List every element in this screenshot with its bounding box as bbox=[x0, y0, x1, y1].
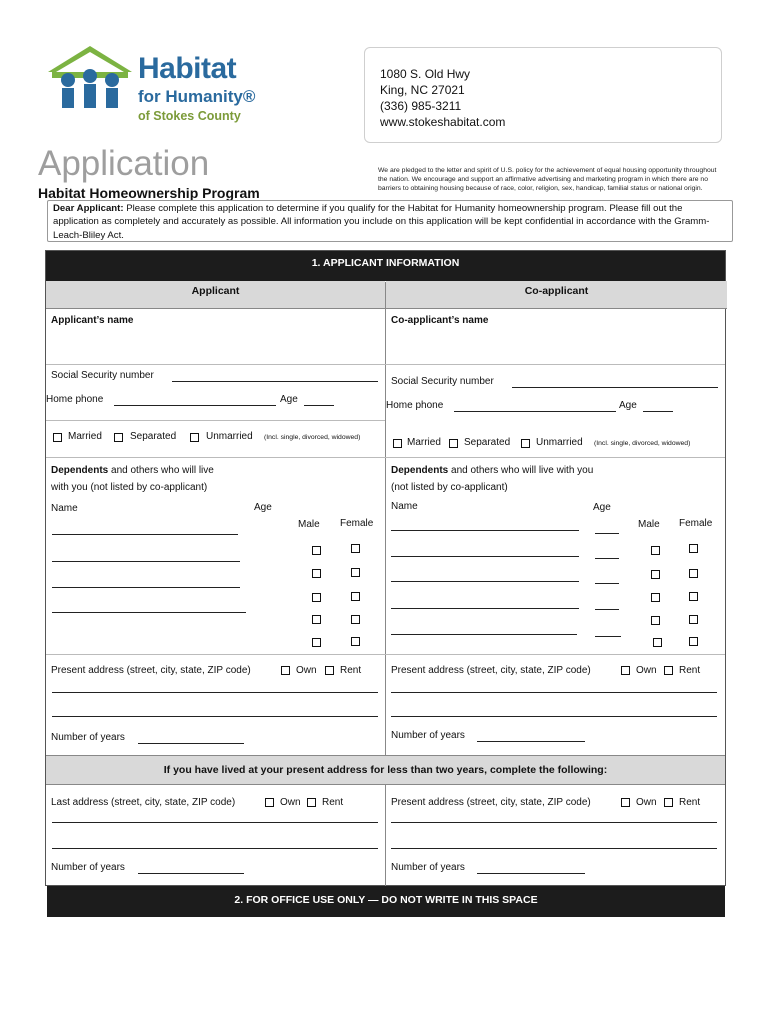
dear-text: Please complete this application to determine if you qualify for the Habitat for Humanity homeownership program. Please fill out the application as completely and accurately as possible. All information you include on this application will be kept confidential in accordance with the Gramm-Leach-Bliley Act. bbox=[53, 203, 710, 241]
habitat-logo bbox=[44, 40, 274, 130]
applicant-ssn-field[interactable] bbox=[172, 381, 378, 382]
coapplicant-dep-age-5[interactable] bbox=[595, 636, 621, 637]
page-title: Application bbox=[38, 144, 210, 183]
last-rent-checkbox[interactable] bbox=[307, 798, 316, 807]
coapplicant-dep-age-1[interactable] bbox=[595, 533, 619, 534]
co-dependents-bold: Dependents bbox=[391, 465, 449, 476]
coapplicant-name-label: Co-applicant’s name bbox=[391, 315, 489, 326]
page-subtitle: Habitat Homeownership Program bbox=[38, 185, 260, 201]
co-lower-address-line-1[interactable] bbox=[391, 822, 717, 823]
coapplicant-years-label: Number of years bbox=[391, 730, 465, 741]
coapplicant-rent-checkbox[interactable] bbox=[664, 666, 673, 675]
applicant-separated-checkbox[interactable] bbox=[114, 433, 123, 442]
address-city: King, NC 27021 bbox=[380, 83, 465, 97]
applicant-dep-female-3[interactable] bbox=[351, 592, 360, 601]
applicant-present-address-label: Present address (street, city, state, ZIP code) bbox=[51, 665, 251, 676]
co-lower-own-checkbox[interactable] bbox=[621, 798, 630, 807]
coapplicant-dep-age-4[interactable] bbox=[595, 609, 619, 610]
applicant-dep-name-header: Name bbox=[51, 503, 78, 514]
applicant-married-label: Married bbox=[68, 431, 102, 442]
coapplicant-separated-label: Separated bbox=[464, 437, 511, 448]
col-coapplicant: Co-applicant bbox=[386, 281, 727, 309]
applicant-address-line-1[interactable] bbox=[52, 692, 378, 693]
coapplicant-dep-male-header: Male bbox=[638, 519, 660, 530]
address-box bbox=[364, 47, 722, 143]
applicant-dep-male-1[interactable] bbox=[312, 546, 321, 555]
applicant-dep-female-2[interactable] bbox=[351, 568, 360, 577]
applicant-rent-label: Rent bbox=[340, 665, 362, 676]
last-address-line-1[interactable] bbox=[52, 822, 378, 823]
applicant-dep-male-header: Male bbox=[298, 519, 320, 530]
applicant-dep-male-5[interactable] bbox=[312, 615, 321, 624]
coapplicant-dep-name-5[interactable] bbox=[391, 634, 577, 635]
row-divider bbox=[46, 364, 725, 365]
applicant-dep-male-2[interactable] bbox=[312, 569, 321, 578]
coapplicant-phone-field[interactable] bbox=[454, 411, 616, 412]
coapplicant-years-field[interactable] bbox=[477, 741, 585, 742]
coapplicant-present-address-label: Present address (street, city, state, ZIP code) bbox=[391, 665, 591, 676]
coapplicant-ssn-label: Social Security number bbox=[391, 376, 494, 387]
coapplicant-dep-name-2[interactable] bbox=[391, 556, 579, 557]
equal-housing-policy: We are pledged to the letter and spirit of U.S. policy for the achievement of equal housing opportunity throughout the nation. We encourage and support an affirmative advertising and marketing program in which there are no barriers to obtaining housing because of race, color, religion, sex, handicap, familial status or national origin. bbox=[378, 167, 717, 192]
co-lower-own-label: Own bbox=[636, 797, 657, 808]
coapplicant-dep-female-2[interactable] bbox=[689, 569, 698, 578]
applicant-name-label: Applicant’s name bbox=[51, 315, 134, 326]
address-phone: (336) 985-3211 bbox=[380, 99, 462, 113]
two-years-note: If you have lived at your present address for less than two years, complete the following: bbox=[46, 755, 725, 785]
applicant-rent-checkbox[interactable] bbox=[325, 666, 334, 675]
coapplicant-dep-age-3[interactable] bbox=[595, 583, 619, 584]
co-lower-present-address-label: Present address (street, city, state, ZIP code) bbox=[391, 797, 591, 808]
applicant-age-label: Age bbox=[280, 394, 298, 405]
column-divider bbox=[385, 282, 386, 756]
coapplicant-dep-male-5[interactable] bbox=[653, 638, 662, 647]
applicant-dep-female-header: Female bbox=[340, 518, 374, 529]
last-rent-label: Rent bbox=[322, 797, 344, 808]
coapplicant-phone-label: Home phone bbox=[386, 400, 444, 411]
section1-header: 1. APPLICANT INFORMATION bbox=[46, 251, 725, 281]
row-divider bbox=[46, 654, 725, 655]
co-lower-address-line-2[interactable] bbox=[391, 848, 717, 849]
dear-applicant-box bbox=[47, 200, 733, 242]
dependents-rest: and others who will live bbox=[108, 465, 214, 476]
last-own-checkbox[interactable] bbox=[265, 798, 274, 807]
coapplicant-dep-male-4[interactable] bbox=[651, 616, 660, 625]
coapplicant-dep-female-4[interactable] bbox=[689, 615, 698, 624]
coapplicant-address-line-1[interactable] bbox=[391, 692, 717, 693]
applicant-dep-name-1[interactable] bbox=[52, 534, 238, 535]
dependents-bold: Dependents bbox=[51, 465, 109, 476]
coapplicant-dependents-label bbox=[391, 465, 593, 477]
applicant-dep-male-3[interactable] bbox=[312, 593, 321, 602]
applicant-separated-label: Separated bbox=[130, 431, 177, 442]
coapplicant-dep-name-3[interactable] bbox=[391, 581, 579, 582]
applicant-dep-female-1[interactable] bbox=[351, 544, 360, 553]
coapplicant-dep-male-1[interactable] bbox=[651, 546, 660, 555]
coapplicant-unmarried-label: Unmarried bbox=[536, 437, 583, 448]
coapplicant-own-checkbox[interactable] bbox=[621, 666, 630, 675]
section2-header: 2. FOR OFFICE USE ONLY — DO NOT WRITE IN THIS SPACE bbox=[47, 886, 725, 917]
coapplicant-own-label: Own bbox=[636, 665, 657, 676]
coapplicant-dep-age-2[interactable] bbox=[595, 558, 619, 559]
applicant-years-label: Number of years bbox=[51, 732, 125, 743]
applicant-phone-label: Home phone bbox=[46, 394, 104, 405]
co-lower-years-label: Number of years bbox=[391, 862, 465, 873]
coapplicant-unmarried-checkbox[interactable] bbox=[521, 439, 530, 448]
applicant-dependents-label bbox=[51, 465, 214, 477]
applicant-dep-female-5[interactable] bbox=[351, 615, 360, 624]
column-divider-lower bbox=[385, 783, 386, 887]
last-years-field[interactable] bbox=[138, 873, 244, 874]
applicant-dep-name-2[interactable] bbox=[52, 561, 240, 562]
habitat-house-icon bbox=[44, 42, 136, 108]
applicant-years-field[interactable] bbox=[138, 743, 244, 744]
applicant-unmarried-note: (Incl. single, divorced, widowed) bbox=[264, 434, 361, 441]
applicant-unmarried-label: Unmarried bbox=[206, 431, 253, 442]
dear-lead: Dear Applicant: bbox=[53, 203, 124, 214]
logo-habitat: Habitat bbox=[138, 52, 237, 85]
co-dependents-rest: and others who will live with you bbox=[448, 465, 594, 476]
co-lower-rent-label: Rent bbox=[679, 797, 701, 808]
coapplicant-dependents-line2: (not listed by co-applicant) bbox=[391, 482, 508, 493]
applicant-dep-male-4[interactable] bbox=[312, 638, 321, 647]
applicant-address-line-2[interactable] bbox=[52, 716, 378, 717]
coapplicant-separated-checkbox[interactable] bbox=[449, 439, 458, 448]
coapplicant-age-field[interactable] bbox=[643, 411, 673, 412]
coapplicant-age-label: Age bbox=[619, 400, 637, 411]
coapplicant-dep-name-header: Name bbox=[391, 501, 418, 512]
address-street: 1080 S. Old Hwy bbox=[380, 67, 471, 81]
address-web[interactable]: www.stokeshabitat.com bbox=[380, 115, 506, 129]
coapplicant-dep-male-3[interactable] bbox=[651, 593, 660, 602]
coapplicant-married-label: Married bbox=[407, 437, 441, 448]
coapplicant-unmarried-note: (Incl. single, divorced, widowed) bbox=[594, 440, 691, 447]
coapplicant-dep-name-4[interactable] bbox=[391, 608, 579, 609]
coapplicant-dep-female-1[interactable] bbox=[689, 544, 698, 553]
logo-for-humanity: for Humanity® bbox=[138, 87, 256, 106]
co-lower-years-field[interactable] bbox=[477, 873, 585, 874]
coapplicant-ssn-field[interactable] bbox=[512, 387, 718, 388]
applicant-dep-female-4[interactable] bbox=[351, 637, 360, 646]
applicant-own-label: Own bbox=[296, 665, 317, 676]
applicant-dep-age-header: Age bbox=[254, 502, 272, 513]
applicant-age-field[interactable] bbox=[304, 405, 334, 406]
last-own-label: Own bbox=[280, 797, 301, 808]
applicant-dep-name-4[interactable] bbox=[52, 612, 246, 613]
applicant-dependents-line2: with you (not listed by co-applicant) bbox=[51, 482, 208, 493]
row-divider bbox=[46, 420, 385, 421]
coapplicant-dep-female-5[interactable] bbox=[689, 637, 698, 646]
applicant-unmarried-checkbox[interactable] bbox=[190, 433, 199, 442]
coapplicant-dep-name-1[interactable] bbox=[391, 530, 579, 531]
logo-stokes-county: of Stokes County bbox=[138, 109, 241, 123]
applicant-dep-name-3[interactable] bbox=[52, 587, 240, 588]
last-address-label: Last address (street, city, state, ZIP code) bbox=[51, 797, 236, 808]
applicant-ssn-label: Social Security number bbox=[51, 370, 154, 381]
applicant-married-checkbox[interactable] bbox=[53, 433, 62, 442]
coapplicant-dep-female-3[interactable] bbox=[689, 592, 698, 601]
coapplicant-rent-label: Rent bbox=[679, 665, 701, 676]
row-divider bbox=[46, 457, 725, 458]
applicant-own-checkbox[interactable] bbox=[281, 666, 290, 675]
coapplicant-married-checkbox[interactable] bbox=[393, 439, 402, 448]
applicant-information-form bbox=[45, 250, 726, 886]
coapplicant-dep-age-header: Age bbox=[593, 502, 611, 513]
col-applicant: Applicant bbox=[46, 281, 385, 309]
coapplicant-address-line-2[interactable] bbox=[391, 716, 717, 717]
applicant-phone-field[interactable] bbox=[114, 405, 276, 406]
co-lower-rent-checkbox[interactable] bbox=[664, 798, 673, 807]
coapplicant-dep-male-2[interactable] bbox=[651, 570, 660, 579]
last-years-label: Number of years bbox=[51, 862, 125, 873]
last-address-line-2[interactable] bbox=[52, 848, 378, 849]
coapplicant-dep-female-header: Female bbox=[679, 518, 713, 529]
